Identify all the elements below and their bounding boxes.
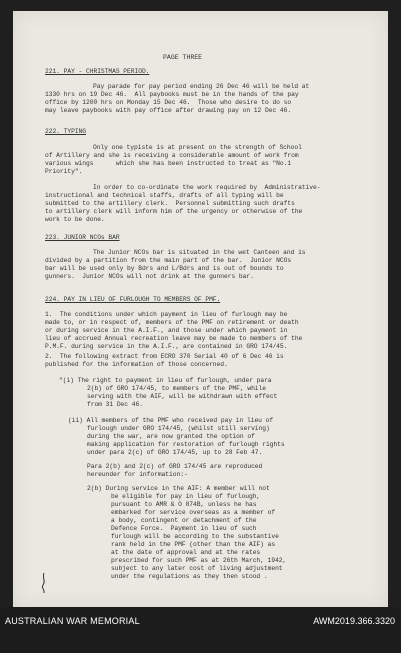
accession-number: AWM2019.366.3320 — [313, 616, 395, 626]
text-line: serving with the AIF, will be withdrawn with effect — [87, 393, 278, 400]
text-line: Priority". — [45, 168, 83, 175]
text-line: furlough under GRO 174/45, (whilst still serving) — [87, 425, 270, 432]
text-line: published for the information of those concerned. — [45, 361, 228, 368]
text-line: divided by a partition from the main part of the bar. Junior NCOs — [45, 257, 292, 264]
quoted-item-i: "(i) The right to payment in lieu of furlough, under para — [59, 377, 272, 384]
text-line: under the regulations as they then stood . — [111, 573, 268, 580]
text-line: subject to any later cost of living adjustment — [111, 565, 283, 572]
text-line: office by 1200 hrs on Monday 15 Dec 46. Those who desire to do so — [45, 99, 292, 106]
text-line: a body, contingent or detachment of the — [111, 517, 257, 524]
text-line: The Junior NCOs bar is situated in the wet Canteen and is — [93, 249, 306, 256]
text-line: of Artillery and she is receiving a considerable amount of work from — [45, 152, 299, 159]
page-heading: PAGE THREE — [163, 54, 203, 61]
text-line: Para 2(b) and 2(c) of GRO 174/45 are reproduced — [87, 463, 263, 470]
text-line: making application for restoration of furlough rights — [87, 441, 285, 448]
text-line: 1. The conditions under which payment in lieu of furlough may be — [45, 311, 288, 318]
organisation-label: AUSTRALIAN WAR MEMORIAL — [5, 616, 140, 626]
text-line: P.M.F. during service in the A.I.F., are contained in GRO 174/45. — [45, 343, 288, 350]
text-line: embarked for service overseas as a member of — [111, 509, 276, 516]
text-line: gunners. Junior NCOs will not drink at the gunners bar. — [45, 273, 254, 280]
text-line: 1330 hrs on 19 Dec 46. All paybooks must be in the hands of the pay — [45, 91, 299, 98]
text-line: to artillery clerk will inform him of the urgency or otherwise of the — [45, 208, 303, 215]
text-line: furlough will be according to the substantive — [111, 533, 279, 540]
text-line: under para 2(c) of GRO 174/45, up to 28 Feb 47. — [87, 449, 263, 456]
text-line: Defence Force. Payment in lieu of such — [111, 525, 257, 532]
text-line: 2(b) of GRO 174/45, to members of the PMF, while — [87, 385, 266, 392]
text-line: work to be done. — [45, 216, 105, 223]
archive-footer — [0, 607, 401, 653]
text-line: prescribed for such PMF as at 26th March, 1942, — [111, 557, 287, 564]
text-line: hereunder for information:- — [87, 471, 188, 478]
quoted-item-ii: (ii) All members of the PMF who received pay in lieu of — [68, 417, 274, 424]
text-line: In order to co-ordinate the work required by Administrative- — [93, 184, 321, 191]
section-heading-221: 221. PAY - CHRISTMAS PERIOD. — [45, 68, 150, 75]
text-line: Only one typiste is at present on the strength of School — [93, 144, 302, 151]
text-line: or during service in the A.I.F., and those under which payment in — [45, 327, 288, 334]
text-line: rank held in the PMF (other than the AIF) as — [111, 541, 276, 548]
text-line: submitted to the artillery clerk. Personnel submitting such drafts — [45, 200, 295, 207]
section-heading-223: 223. JUNIOR NCOs BAR — [45, 234, 120, 241]
text-line: bar will be used only by Bdrs and L/Bdrs and is out of bounds to — [45, 265, 284, 272]
text-line: from 31 Dec 46. — [87, 401, 143, 408]
text-line: instructional and technical staffs, drafts of all typing will be — [45, 192, 284, 199]
quoted-item-2b: 2(b) During service in the AIF: A member will not — [87, 485, 270, 492]
handwritten-mark-icon — [41, 572, 47, 594]
section-heading-224: 224. PAY IN LIEU OF FURLOUGH TO MEMBERS OF PMF. — [45, 296, 221, 303]
text-line: various wings which she has been instructed to treat as "No.1 — [45, 160, 292, 167]
text-line: may leave paybooks with pay office after drawing pay on 12 Dec 46. — [45, 107, 292, 114]
typed-text — [13, 11, 388, 607]
text-line: pursuant to AMR & O 874B, unless he has — [111, 501, 257, 508]
section-heading-222: 222. TYPING — [45, 128, 87, 135]
text-line: lieu of accrued Annual recreation leave may be made to members of the — [45, 335, 303, 342]
text-line: made to, or in respect of, members of the PMF on retirement or death — [45, 319, 299, 326]
text-line: 2. The following extract from ECRO 370 Serial 40 of 6 Dec 46 is — [45, 353, 284, 360]
text-line: during the war, are now granted the option of — [87, 433, 255, 440]
document-page — [13, 11, 388, 607]
text-line: Pay parade for pay period ending 26 Dec 46 will be held at — [93, 83, 310, 90]
text-line: at the date of approval and at the rates — [111, 549, 261, 556]
text-line: be eligible for pay in lieu of furlough, — [111, 493, 261, 500]
